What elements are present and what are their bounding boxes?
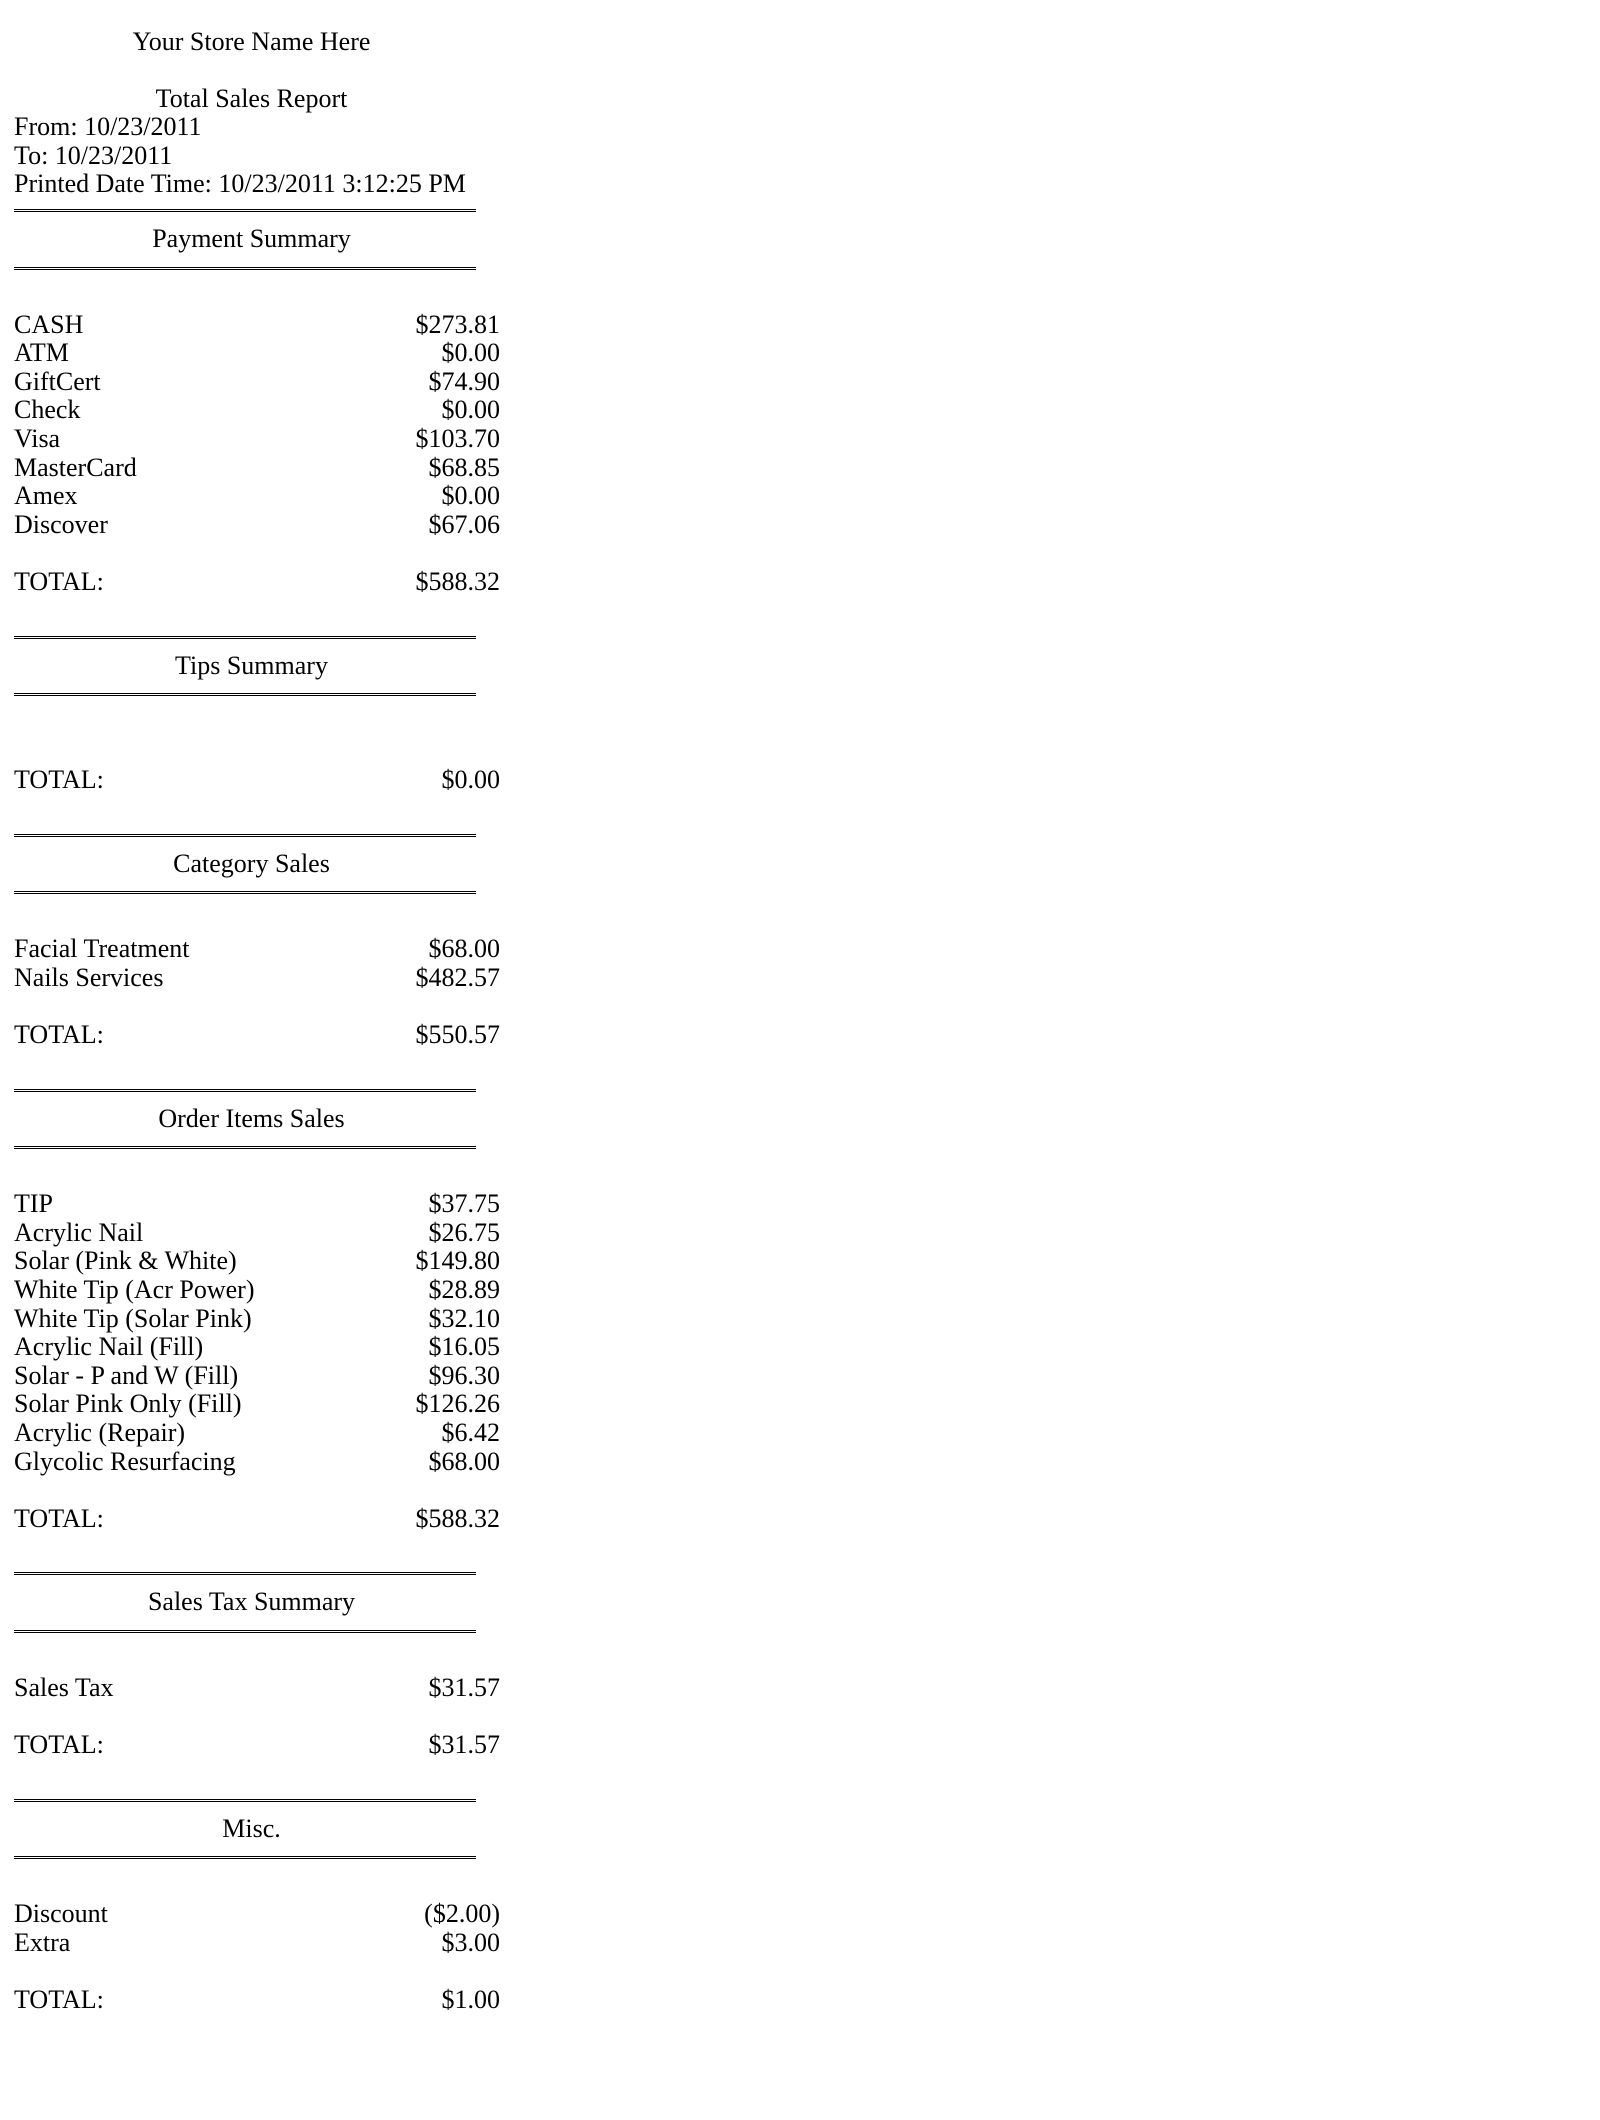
line-item [14, 454, 500, 483]
line-item-label: Discount [14, 1899, 108, 1929]
section-divider [14, 209, 476, 212]
section-category-sales [14, 834, 500, 1050]
total-label: TOTAL: [14, 1985, 104, 2015]
line-item-label: Discover [14, 509, 108, 539]
line-item-label: MasterCard [14, 452, 137, 482]
section-rows [14, 935, 500, 1049]
line-item [14, 311, 500, 340]
line-item-amount: $0.00 [441, 395, 500, 425]
line-item-label: Visa [14, 423, 61, 453]
line-item-label: ATM [14, 338, 69, 368]
section-divider [14, 891, 476, 894]
line-item-label: Amex [14, 481, 78, 511]
section-rows [14, 1900, 500, 2014]
line-item [14, 511, 500, 540]
line-item-label: Glycolic Resurfacing [14, 1446, 236, 1476]
line-item-amount: $149.80 [415, 1246, 500, 1276]
line-item-label: Facial Treatment [14, 934, 190, 964]
line-item [14, 1900, 500, 1929]
total-row [14, 568, 500, 597]
line-item-amount: $68.00 [428, 1446, 500, 1476]
line-item [14, 935, 500, 964]
line-item-amount: $16.05 [428, 1332, 500, 1362]
section-divider [14, 636, 476, 639]
section-title: Payment Summary [152, 223, 351, 253]
report-title: Total Sales Report [155, 83, 348, 113]
total-amount: $1.00 [441, 1985, 500, 2015]
section-divider [14, 834, 476, 837]
line-item-label: Check [14, 395, 81, 425]
line-item-amount: $74.90 [428, 366, 500, 396]
total-amount: $550.57 [415, 1020, 500, 1050]
line-item [14, 1674, 500, 1703]
line-item-label: Sales Tax [14, 1672, 114, 1702]
section-rows [14, 1190, 500, 1533]
section-title: Misc. [222, 1813, 281, 1843]
line-item-amount: $32.10 [428, 1303, 500, 1333]
line-item [14, 1276, 500, 1305]
line-item-amount: ($2.00) [424, 1899, 500, 1929]
line-item-amount: $482.57 [415, 962, 500, 992]
store-name: Your Store Name Here [132, 27, 371, 56]
line-item-amount: $126.26 [415, 1389, 500, 1419]
line-item-amount: $68.85 [428, 452, 500, 482]
date-to: To: 10/23/2011 [14, 140, 173, 170]
section-divider [14, 1856, 476, 1859]
section-payment-summary [14, 209, 500, 597]
line-item-label: CASH [14, 309, 84, 339]
section-order-items-sales [14, 1089, 500, 1534]
line-item [14, 1929, 500, 1958]
line-item [14, 1333, 500, 1362]
total-label: TOTAL: [14, 1020, 104, 1050]
section-title: Order Items Sales [158, 1103, 345, 1133]
line-item-amount: $26.75 [428, 1217, 500, 1247]
total-label: TOTAL: [14, 765, 104, 795]
total-amount: $0.00 [441, 765, 500, 795]
section-tips-summary [14, 636, 500, 795]
section-divider [14, 267, 476, 270]
line-item-amount: $0.00 [441, 481, 500, 511]
line-item-label: Acrylic Nail [14, 1217, 144, 1247]
total-amount: $588.32 [415, 566, 500, 596]
section-rows [14, 311, 500, 597]
line-item-label: Nails Services [14, 962, 164, 992]
line-item-amount: $3.00 [441, 1927, 500, 1957]
line-item-label: Acrylic Nail (Fill) [14, 1332, 204, 1362]
line-item [14, 1219, 500, 1248]
line-item [14, 339, 500, 368]
printed-date-time: Printed Date Time: 10/23/2011 3:12:25 PM [14, 169, 466, 199]
total-label: TOTAL: [14, 566, 104, 596]
line-item-amount: $67.06 [428, 509, 500, 539]
section-divider [14, 1630, 476, 1633]
line-item-label: Extra [14, 1927, 71, 1957]
line-item [14, 1419, 500, 1448]
total-label: TOTAL: [14, 1730, 104, 1760]
section-divider [14, 1146, 476, 1149]
line-item [14, 1247, 500, 1276]
total-row [14, 1505, 500, 1534]
total-row [14, 1021, 500, 1050]
total-row [14, 1986, 500, 2015]
line-item-amount: $273.81 [415, 309, 500, 339]
section-title: Tips Summary [175, 650, 328, 680]
section-title: Category Sales [173, 848, 330, 878]
line-item [14, 1390, 500, 1419]
report-sections [14, 209, 500, 2015]
section-rows [14, 766, 500, 795]
line-item-label: TIP [14, 1189, 53, 1219]
line-item-label: GiftCert [14, 366, 101, 396]
line-item-label: Solar (Pink & White) [14, 1246, 237, 1276]
line-item-amount: $96.30 [428, 1360, 500, 1390]
line-item-amount: $0.00 [441, 338, 500, 368]
line-item-amount: $28.89 [428, 1275, 500, 1305]
line-item [14, 1190, 500, 1219]
line-item [14, 1448, 500, 1477]
line-item [14, 396, 500, 425]
date-from: From: 10/23/2011 [14, 112, 202, 142]
total-amount: $588.32 [415, 1503, 500, 1533]
total-label: TOTAL: [14, 1503, 104, 1533]
section-divider [14, 1799, 476, 1802]
total-amount: $31.57 [428, 1730, 500, 1760]
line-item [14, 1305, 500, 1334]
line-item-amount: $68.00 [428, 934, 500, 964]
line-item-label: White Tip (Solar Pink) [14, 1303, 252, 1333]
section-divider [14, 1089, 476, 1092]
line-item-amount: $103.70 [415, 423, 500, 453]
line-item [14, 368, 500, 397]
line-item-label: Acrylic (Repair) [14, 1418, 186, 1447]
section-title: Sales Tax Summary [147, 1587, 356, 1617]
line-item [14, 425, 500, 454]
line-item-amount: $6.42 [441, 1418, 500, 1447]
line-item [14, 964, 500, 993]
line-item-label: Solar - P and W (Fill) [14, 1360, 239, 1390]
total-row [14, 766, 500, 795]
line-item-amount: $31.57 [428, 1672, 500, 1702]
line-item-amount: $37.75 [428, 1189, 500, 1219]
sales-report [14, 28, 500, 2015]
section-divider [14, 693, 476, 696]
line-item-label: Solar Pink Only (Fill) [14, 1389, 242, 1419]
section-misc [14, 1799, 500, 2015]
line-item [14, 482, 500, 511]
line-item-label: White Tip (Acr Power) [14, 1275, 255, 1305]
section-sales-tax-summary [14, 1572, 500, 1759]
total-row [14, 1731, 500, 1760]
section-divider [14, 1572, 476, 1575]
section-rows [14, 1674, 500, 1760]
line-item [14, 1362, 500, 1391]
